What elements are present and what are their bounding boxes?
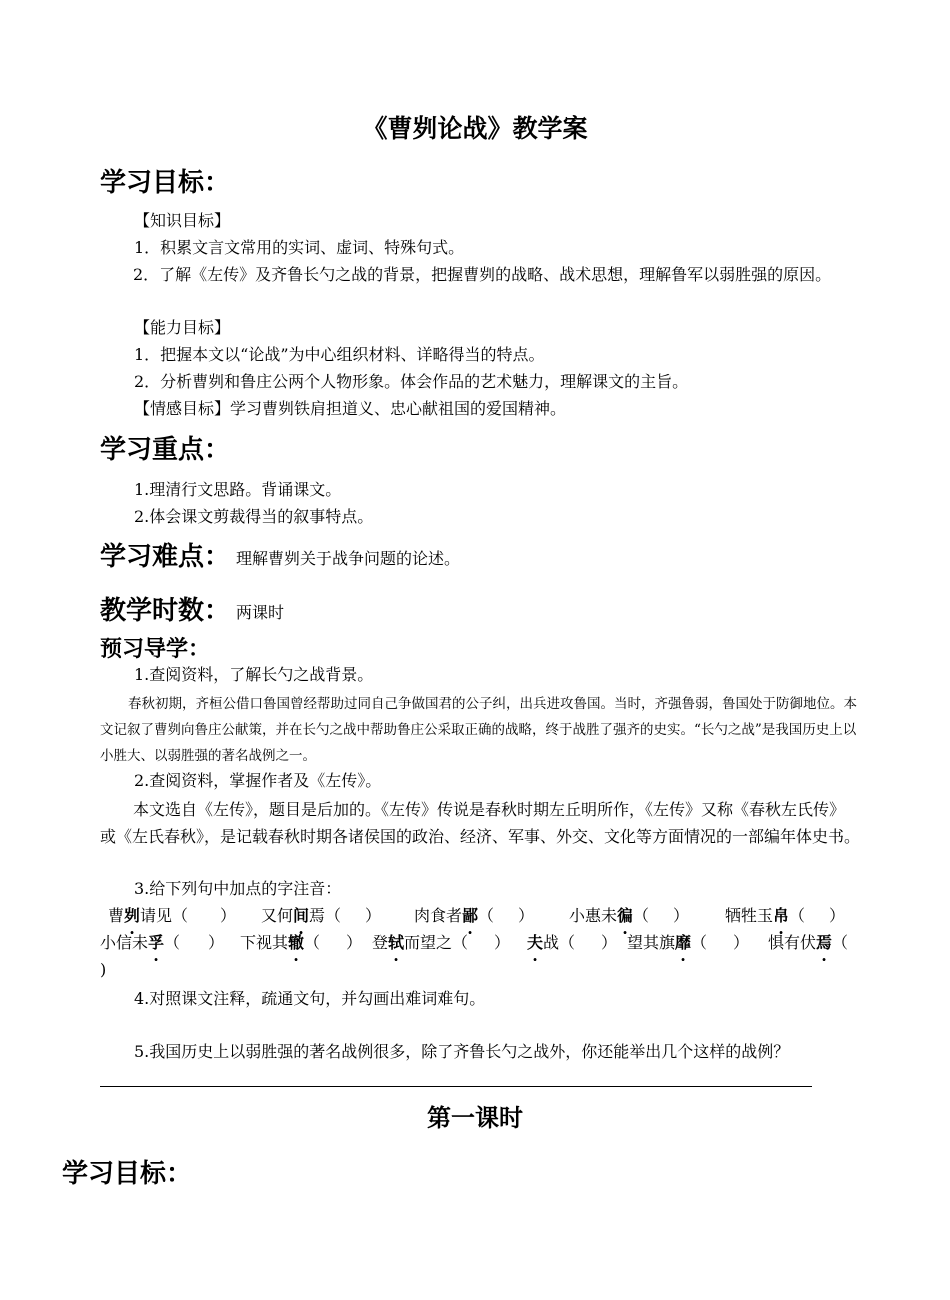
- emotion-goal: 【情感目标】学习曹刿铁肩担道义、忠心献祖国的爱国精神。: [134, 399, 567, 418]
- phonetic-item: 下视其辙（ ）: [240, 933, 363, 952]
- phonetic-item: 登轼而望之（ ）: [372, 933, 511, 952]
- preview-q5: 5.我国历史上以弱胜强的著名战例很多，除了齐鲁长勺之战外，你还能举出几个这样的战例？: [134, 1042, 790, 1061]
- phonetic-item: 牺牲玉帛（ ）: [725, 906, 846, 925]
- page-title: 《曹刿论战》教学案: [362, 114, 588, 143]
- difficulty-text: 理解曹刿关于战争问题的论述。: [236, 549, 461, 568]
- preview-q4: 4.对照课文注释，疏通文句，并勾画出难词难句。: [134, 989, 486, 1008]
- section-divider: [100, 1086, 812, 1087]
- preview-q1-text: 春秋初期，齐桓公借口鲁国曾经帮助过同自己争做国君的公子纠，出兵进攻鲁国。当时，齐强鲁弱，鲁国处于防御地位。本文记叙了曹刿向鲁庄公献策，并在长勺之战中帮助鲁庄公采取正确的战略，终于战胜了强齐的史实。“长勺之战”是我国历史上以小胜大、以弱胜强的著名战例之一。: [100, 696, 857, 764]
- knowledge-item-1: 1．积累文言文常用的实词、虚词、特殊句式。: [134, 238, 465, 257]
- phonetic-item: 望其旗靡（ ）: [627, 933, 750, 952]
- preview-heading: 预习导学：: [100, 637, 211, 662]
- ability-item-1: 1．把握本文以“论战”为中心组织材料、详略得当的特点。: [134, 345, 545, 364]
- goals-heading: 学习目标：: [100, 168, 231, 198]
- phonetics-tail: ): [100, 960, 107, 979]
- knowledge-item-2: 2．了解《左传》及齐鲁长勺之战的背景，把握曹刿的战略、战术思想，理解鲁军以弱胜强的原因。: [133, 265, 832, 284]
- lesson-1-title: 第一课时: [427, 1104, 523, 1132]
- lesson-1-goals-heading: 学习目标：: [62, 1159, 193, 1189]
- difficulty-heading: 学习难点：: [100, 542, 231, 572]
- preview-q2-text: 本文选自《左传》，题目是后加的。《左传》传说是春秋时期左丘明所作，《左传》又称《春秋左氏传》或《左氏春秋》，是记载春秋时期各诸侯国的政治、经济、军事、外交、文化等方面情况的一部编年体史书。: [100, 800, 861, 846]
- phonetic-item: 夫战（ ）: [527, 933, 618, 952]
- ability-item-2: 2．分析曹刿和鲁庄公两个人物形象。体会作品的艺术魅力，理解课文的主旨。: [134, 372, 689, 391]
- hours-text: 两课时: [236, 603, 285, 622]
- hours-heading: 教学时数：: [100, 596, 231, 626]
- phonetic-item: 小惠未徧（ ）: [569, 906, 690, 925]
- phonetic-item: 又何间焉（ ）: [261, 906, 382, 925]
- phonetic-item: 小信未孚（ ）: [100, 933, 225, 952]
- phonetic-item: 曹刿请见（ ）: [108, 906, 237, 925]
- preview-q3: 3.给下列句中加点的字注音：: [134, 879, 342, 898]
- ability-label: 【能力目标】: [134, 318, 231, 337]
- knowledge-label: 【知识目标】: [134, 211, 231, 230]
- phonetic-item: 惧有伏焉（: [768, 933, 849, 952]
- key-point-2: 2.体会课文剪裁得当的叙事特点。: [134, 507, 374, 526]
- key-point-1: 1.理清行文思路。背诵课文。: [134, 480, 342, 499]
- preview-q2: 2.查阅资料，掌握作者及《左传》。: [134, 771, 382, 790]
- preview-q1: 1.查阅资料，了解长勺之战背景。: [134, 665, 374, 684]
- key-points-heading: 学习重点：: [100, 435, 231, 465]
- phonetic-item: 肉食者鄙（ ）: [414, 906, 535, 925]
